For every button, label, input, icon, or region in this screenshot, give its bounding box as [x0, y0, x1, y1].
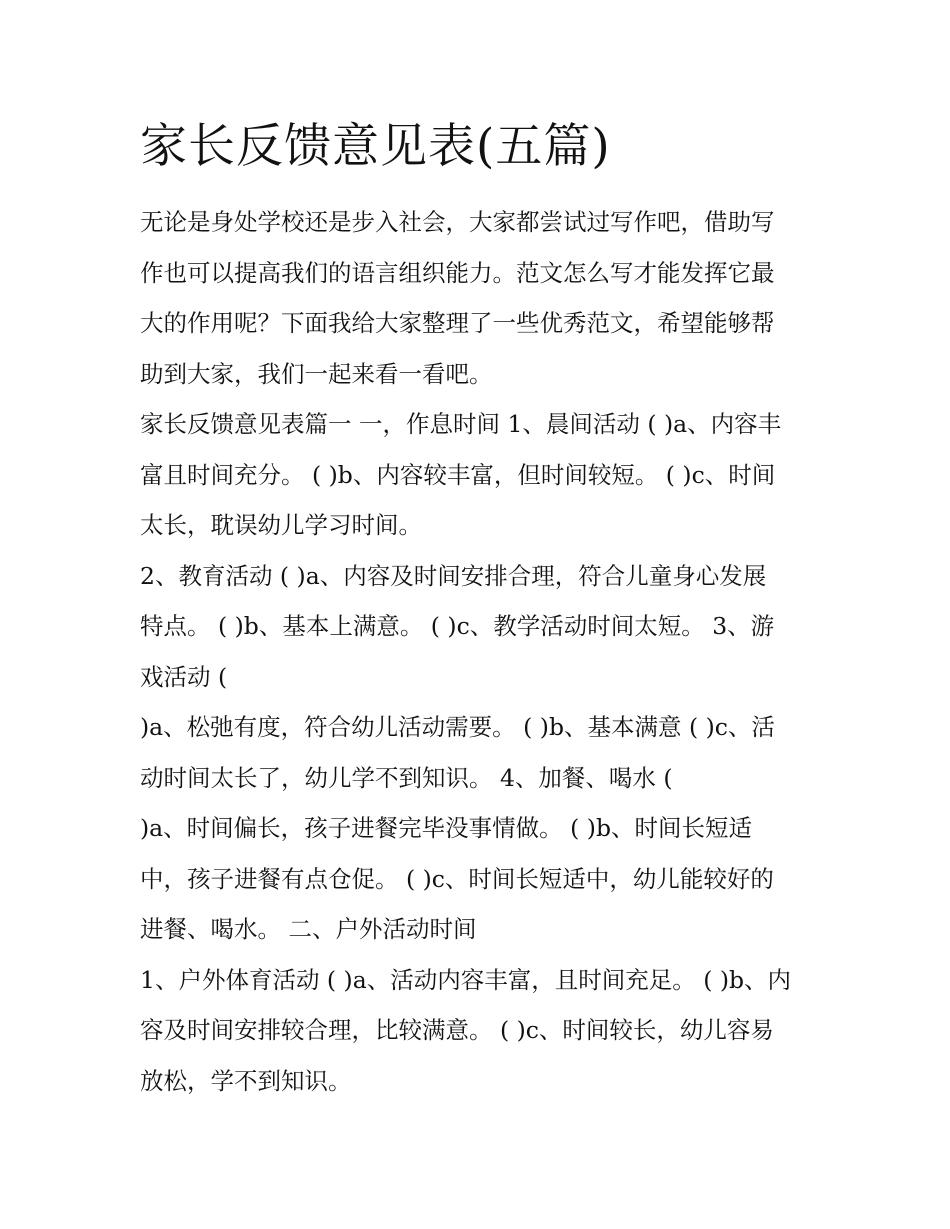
outdoor-activity-paragraph: [140, 955, 820, 1107]
document-body: [140, 197, 820, 1106]
text-line: 助到大家，我们一起来看一看吧。: [140, 359, 493, 388]
text-line: 1、户外体育活动 ( )a、活动内容丰富，且时间充足。 ( )b、内: [140, 965, 792, 994]
text-line: 无论是身处学校还是步入社会，大家都尝试过写作吧，借助写: [140, 208, 775, 236]
text-line: 作也可以提高我们的语言组织能力。范文怎么写才能发挥它最: [140, 258, 775, 287]
text-line: 容及时间安排较合理，比较满意。 ( )c、时间较长，幼儿容易: [140, 1016, 774, 1044]
text-line: 戏活动 (: [140, 662, 228, 691]
text-line: 中，孩子进餐有点仓促。 ( )c、时间长短适中，幼儿能较好的: [140, 864, 774, 893]
text-line: 2、教育活动 ( )a、内容及时间安排合理，符合儿童身心发展: [140, 561, 767, 590]
snack-water-paragraph: [140, 803, 820, 955]
education-activity-paragraph: [140, 551, 820, 703]
document-title: 家长反馈意见表(五篇): [140, 119, 611, 174]
text-line: 太长，耽误幼儿学习时间。: [140, 511, 422, 539]
text-line: 富且时间充分。 ( )b、内容较丰富，但时间较短。 ( )c、时间: [140, 460, 776, 489]
game-activity-paragraph: [140, 702, 820, 803]
intro-paragraph: [140, 197, 820, 399]
text-line: )a、松弛有度，符合幼儿活动需要。 ( )b、基本满意 ( )c、活: [140, 713, 775, 741]
text-line: 进餐、喝水。 二、户外活动时间: [140, 915, 477, 943]
text-line: 动时间太长了，幼儿学不到知识。 4、加餐、喝水 (: [140, 763, 673, 792]
text-line: 家长反馈意见表篇一 一，作息时间 1、晨间活动 ( )a、内容丰: [140, 410, 782, 438]
text-line: 放松，学不到知识。: [140, 1066, 352, 1095]
text-line: 大的作用呢？下面我给大家整理了一些优秀范文，希望能够帮: [140, 309, 775, 337]
text-line: )a、时间偏长，孩子进餐完毕没事情做。 ( )b、时间长短适: [140, 814, 752, 842]
section-one-paragraph: [140, 399, 820, 551]
text-line: 特点。 ( )b、基本上满意。 ( )c、教学活动时间太短。 3、游: [140, 612, 775, 640]
